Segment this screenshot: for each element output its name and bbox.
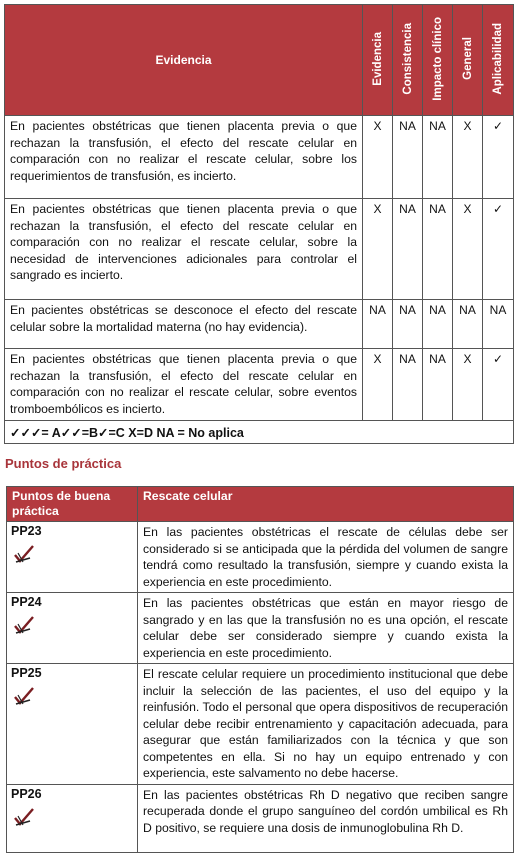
practice-code-cell — [7, 593, 138, 664]
check-mark-icon — [13, 615, 35, 635]
practice-code: PP26 — [11, 786, 42, 801]
evidence-table-header — [5, 5, 514, 116]
practice-points-table — [6, 486, 514, 853]
rating-cell: NA — [393, 300, 423, 349]
rating-cell: X — [453, 199, 483, 300]
evidence-text: En pacientes obstétricas que tienen placenta previa o que rechazan la transfusión, el efecto del rescate celular en comparación con no realizar el rescate celular, sobre la necesidad de intervenciones adicionales para controlar el sangrado es incierto. — [5, 199, 363, 300]
table-row — [7, 784, 514, 852]
header-col-general: General — [453, 5, 483, 116]
table-row — [5, 116, 514, 199]
check-mark-icon — [13, 544, 35, 564]
evidence-text: En pacientes obstétricas que tienen placenta previa o que rechazan la transfusión, el efecto del rescate celular en comparación con no realizar el rescate celular, sobre los requerimientos de transfusión, es incierto. — [5, 116, 363, 199]
header-evidence: Evidencia — [5, 5, 363, 116]
practice-text: En las pacientes obstétricas el rescate de células debe ser considerado si se anticipada que la pérdida del volumen de sangre tendrá como resultado la transfusión, siempre y cuando exista la experiencia en este procedimiento. — [138, 522, 514, 593]
legend-row — [5, 421, 514, 444]
header-col-consistencia: Consistencia — [393, 5, 423, 116]
table-row — [5, 199, 514, 300]
practice-text: El rescate celular requiere un procedimiento institucional que debe incluir la selección de las pacientes, el uso del equipo y la reinfusión. Todo el personal que opera dispositivos de recuperación celular debe recibir entrenamiento y capacitación adecuada, para asegurar que están familiarizados con la técnica y que son competentes en ella. Si no hay un equipo entrenado y con experiencia, este salvamento no debe hacerse. — [138, 664, 514, 785]
legend-text: ✓✓✓= A✓✓=B✓=C X=D NA = No aplica — [5, 421, 514, 444]
rating-cell: X — [363, 199, 393, 300]
header-col-aplicabilidad: Aplicabilidad — [483, 5, 514, 116]
header-col-evidencia: Evidencia — [363, 5, 393, 116]
rating-cell: NA — [423, 349, 453, 421]
rating-cell: NA — [363, 300, 393, 349]
rating-cell: NA — [393, 349, 423, 421]
table-row — [7, 664, 514, 785]
check-mark-icon — [13, 807, 35, 827]
table-row — [7, 593, 514, 664]
practice-code-cell — [7, 664, 138, 785]
practice-table-header — [7, 487, 514, 522]
rating-cell: X — [453, 349, 483, 421]
evidence-text: En pacientes obstétricas que tienen placenta previa o que rechazan la transfusión, el efecto del rescate celular en comparación con no realizar el rescate celular, sobre eventos tromboembólicos es incierto. — [5, 349, 363, 421]
rating-cell: NA — [423, 116, 453, 199]
header-cell-rescue: Rescate celular — [138, 487, 514, 522]
rating-cell: NA — [393, 116, 423, 199]
practice-code-cell — [7, 784, 138, 852]
rating-cell: ✓ — [483, 199, 514, 300]
practice-text: En las pacientes obstétricas Rh D negativo que reciben sangre recuperada donde el grupo sanguíneo del cordón umbilical es Rh D positivo, se requiere una dosis de inmunoglobulina Rh D. — [138, 784, 514, 852]
rating-cell: ✓ — [483, 349, 514, 421]
practice-text: En las pacientes obstétricas que están en mayor riesgo de sangrado y en las que la transfusión no es una opción, el rescate celular debe ser considerado siempre y cuando exista la experiencia en este procedimiento. — [138, 593, 514, 664]
rating-cell: X — [453, 116, 483, 199]
practice-code-cell — [7, 522, 138, 593]
table-row — [5, 349, 514, 421]
rating-cell: X — [363, 349, 393, 421]
header-practice-points: Puntos de buena práctica — [7, 487, 138, 522]
header-col-impacto: Impacto clínico — [423, 5, 453, 116]
practice-code: PP25 — [11, 666, 42, 680]
practice-code: PP24 — [11, 595, 42, 609]
rating-cell: NA — [423, 199, 453, 300]
rating-cell: NA — [483, 300, 514, 349]
rating-cell: NA — [423, 300, 453, 349]
evidence-table — [4, 4, 514, 444]
practice-code: PP23 — [11, 524, 42, 538]
rating-cell: NA — [393, 199, 423, 300]
rating-cell: NA — [453, 300, 483, 349]
table-row — [7, 522, 514, 593]
rating-cell: X — [363, 116, 393, 199]
table-row — [5, 300, 514, 349]
evidence-text: En pacientes obstétricas se desconoce el efecto del rescate celular sobre la mortalidad materna (no hay evidencia). — [5, 300, 363, 349]
section-title: Puntos de práctica — [5, 456, 122, 471]
rating-cell: ✓ — [483, 116, 514, 199]
check-mark-icon — [13, 686, 35, 706]
